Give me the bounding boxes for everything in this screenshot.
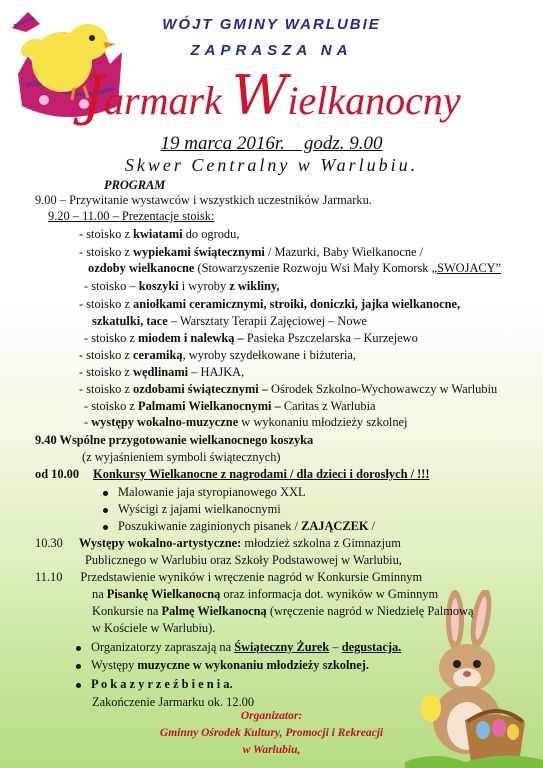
list-item: P o k a z y r z e ź b i e n i a. — [76, 676, 233, 692]
list-item: Wyścigi z jajami wielkanocnymi — [103, 501, 281, 517]
program-line: - stoisko z miodem i nalewką – Pasieka Pszczelarska – Kurzejewo — [84, 331, 418, 345]
program-line: Konkursie na Palmę Wielkanocną (wręczenie nagród w Niedzielę Palmową — [92, 604, 474, 618]
program-line: - stoisko z kwiatami do ogrodu, — [79, 227, 240, 241]
event-place: Skwer Centralny w Warlubiu. — [124, 155, 419, 175]
list-item: Malowanie jaja styropianowego XXL — [103, 484, 306, 500]
header-line-1: WÓJT GMINY WARLUBIE — [162, 16, 381, 33]
program-line: Zakończenie Jarmarku ok. 12.00 — [92, 695, 255, 709]
program-line: - stoisko z wypiekami świątecznymi / Mazurki, Baby Wielkanocne / — [79, 245, 424, 259]
program-line: 9.40 Wspólne przygotowanie wielkanocnego koszyka — [35, 433, 314, 447]
program-line: na Pisankę Wielkanocną oraz informacja dot. wyników w Gminnym — [92, 587, 439, 601]
organizer-name: Gminny Ośrodek Kultury, Promocji i Rekreacji — [159, 727, 384, 739]
program-line: Publicznego w Warlubiu oraz Szkoły Podstawowej w Warlubiu, — [85, 553, 402, 567]
program-line: w Kościele w Warlubiu). — [92, 621, 216, 635]
program-line: 9.20 – 11.00 – Prezentacje stoisk: — [48, 209, 215, 223]
list-item: Organizatorzy zapraszają na Świąteczny Żurek – degustacja. — [76, 639, 401, 655]
program-line: - stoisko – koszyki i wyroby z wikliny, — [84, 279, 280, 293]
program-line: (z wyjaśnieniem symboli świątecznych) — [82, 450, 281, 464]
program-line: - stoisko z wędlinami – HAJKA, — [79, 365, 245, 379]
program-line: ozdoby wielkanocne (Stowarzyszenie Rozwoju Wsi Mały Komorsk „SWOJACY” — [88, 261, 502, 275]
title-part-1: armark — [104, 78, 232, 123]
event-date: 19 marca 2016r. godz. 9.00 — [160, 133, 383, 154]
event-title — [0, 64, 543, 127]
program-line: 11.10 Przedstawienie wyników i wręczenie nagród w Konkursie Gminnym — [35, 570, 423, 584]
program-line: - stoisko z Palmami Wielkanocnymi – Caritas z Warlubia — [84, 399, 376, 413]
program-line: - występy wokalno-muzyczne w wykonaniu młodzieży szkolnej — [84, 415, 408, 429]
title-initial-j: J — [82, 64, 105, 127]
program-line: - stoisko z ozdobami świątecznymi – Ośrodek Szkolno-Wychowawczy w Warlubiu — [79, 382, 498, 396]
list-item: Występy muzyczne w wykonaniu młodzieży szkolnej. — [76, 657, 369, 673]
title-initial-w: W — [231, 64, 288, 127]
organizer-location: w Warlubiu, — [242, 744, 301, 756]
header-line-2: ZAPRASZA NA — [190, 42, 353, 59]
program-line: - stoisko z aniołkami ceramicznymi, stroiki, doniczki, jajka wielkanocne, — [79, 297, 461, 311]
list-item: Poszukiwanie zaginionych pisanek / ZAJĄCZEK / — [103, 518, 375, 534]
organizer-label: Organizator: — [240, 710, 303, 722]
program-heading: PROGRAM — [104, 178, 166, 192]
title-part-2: ielkanocny — [287, 78, 461, 123]
program-line: - stoisko z ceramiką, wyroby szydełkowane i biżuteria, — [79, 348, 357, 362]
program-line: 9.00 – Przywitanie wystawców i wszystkich uczestników Jarmarku. — [35, 193, 372, 207]
program-line: szkatulki, tace – Warsztaty Terapii Zajęciowej – Nowe — [92, 314, 368, 328]
program-line: od 10.00 Konkursy Wielkanocne z nagrodami / dla dzieci i dorosłych / !!! — [35, 467, 430, 481]
program-line: 10.30 Występy wokalno-artystyczne: młodzież szkolna z Gimnazjum — [35, 536, 401, 550]
